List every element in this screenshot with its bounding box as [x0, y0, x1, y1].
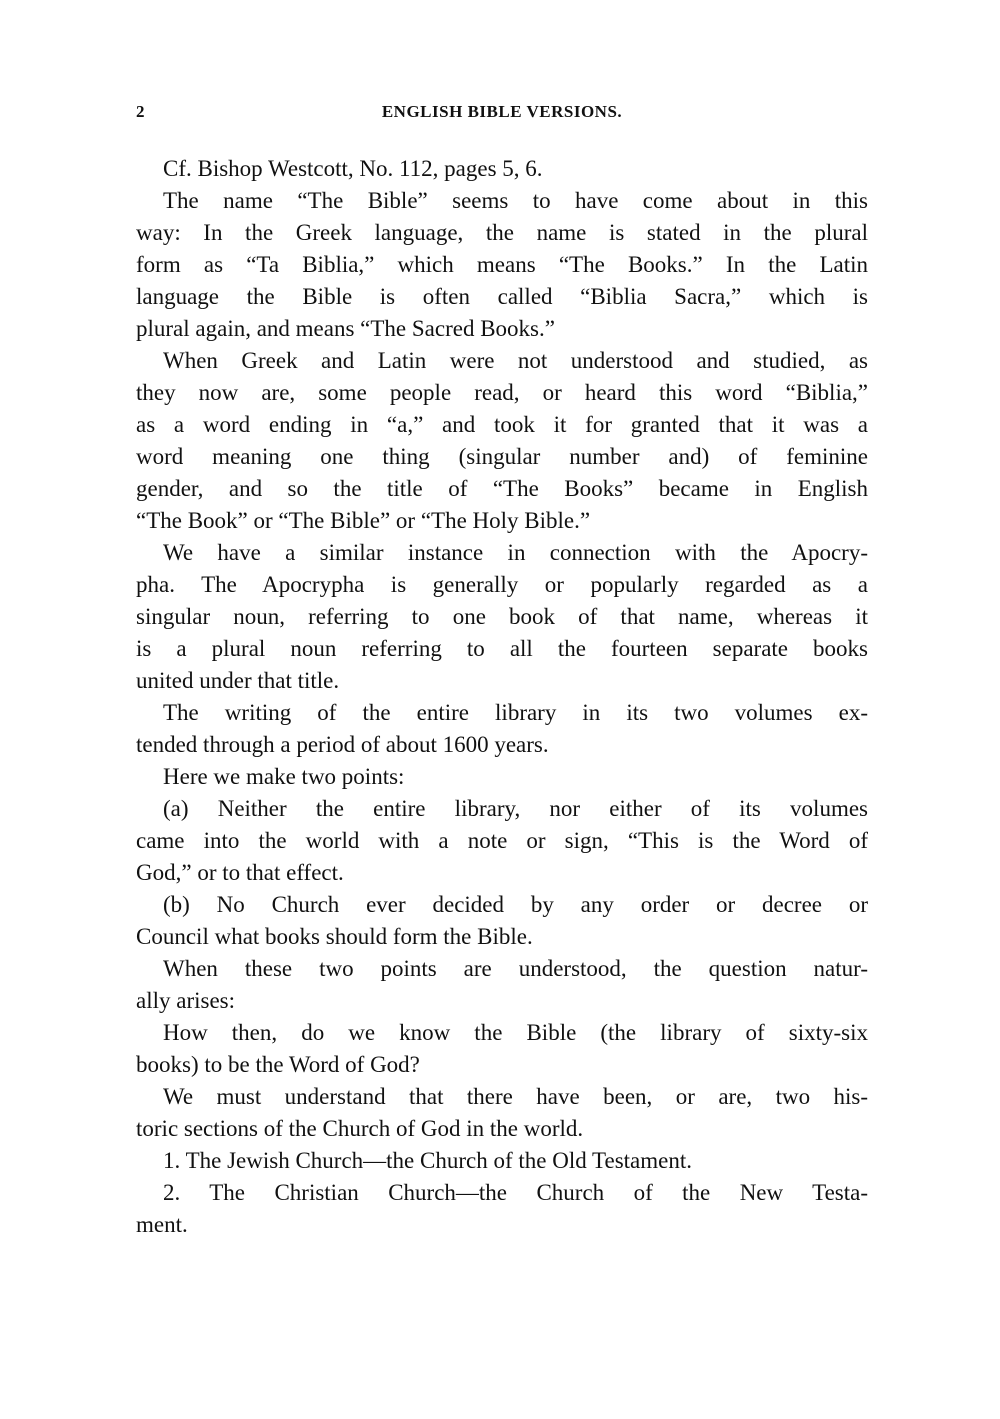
text-line: they now are, some people read, or heard this word “Biblia,” — [136, 380, 868, 405]
text-line: The name “The Bible” seems to have come about in this — [163, 188, 868, 213]
text-line: toric sections of the Church of God in the world. — [136, 1116, 584, 1141]
text-line: way: In the Greek language, the name is stated in the plural — [136, 220, 868, 245]
page-header — [136, 98, 868, 126]
paragraph — [136, 697, 868, 761]
text-line: God,” or to that effect. — [136, 860, 344, 885]
text-line: form as “Ta Biblia,” which means “The Books.” In the Latin — [136, 252, 868, 277]
running-head: ENGLISH BIBLE VERSIONS. — [381, 102, 623, 121]
paragraph — [136, 1081, 868, 1145]
text-line: word meaning one thing (singular number and) of feminine — [136, 444, 868, 469]
text-line: “The Book” or “The Bible” or “The Holy Bible.” — [136, 508, 591, 533]
text-line: ally arises: — [136, 988, 235, 1013]
text-line: 2. The Christian Church—the Church of the New Testa- — [163, 1180, 868, 1205]
paragraph — [136, 889, 868, 953]
paragraph — [136, 345, 868, 537]
text-line: came into the world with a note or sign, “This is the Word of — [136, 828, 868, 853]
paragraph — [136, 793, 868, 889]
text-line: plural again, and means “The Sacred Books.” — [136, 316, 555, 341]
text-line: ment. — [136, 1212, 188, 1237]
paragraph — [136, 1145, 868, 1177]
body-text — [136, 153, 868, 1241]
text-line: We have a similar instance in connection with the Apocry- — [163, 540, 868, 565]
text-line: When these two points are understood, the question natur- — [163, 956, 868, 981]
text-line: is a plural noun referring to all the fourteen separate books — [136, 636, 868, 661]
text-line: tended through a period of about 1600 years. — [136, 732, 549, 757]
text-line: united under that title. — [136, 668, 340, 693]
text-line: (b) No Church ever decided by any order or decree or — [163, 892, 868, 917]
text-line: 1. The Jewish Church—the Church of the Old Testament. — [163, 1148, 692, 1173]
text-line: The writing of the entire library in its two volumes ex- — [163, 700, 868, 725]
text-line: language the Bible is often called “Biblia Sacra,” which is — [136, 284, 868, 309]
text-line: gender, and so the title of “The Books” became in English — [136, 476, 868, 501]
paragraph — [136, 1177, 868, 1241]
page-number: 2 — [136, 102, 145, 121]
text-line: We must understand that there have been, or are, two his- — [163, 1084, 868, 1109]
text-line: Council what books should form the Bible. — [136, 924, 533, 949]
text-line: pha. The Apocrypha is generally or popularly regarded as a — [136, 572, 868, 597]
text-line: Cf. Bishop Westcott, No. 112, pages 5, 6. — [163, 156, 543, 181]
text-line: (a) Neither the entire library, nor either of its volumes — [163, 796, 868, 821]
paragraph — [136, 153, 868, 185]
paragraph — [136, 1017, 868, 1081]
text-line: When Greek and Latin were not understood and studied, as — [163, 348, 868, 373]
paragraph — [136, 185, 868, 345]
text-line: as a word ending in “a,” and took it for granted that it was a — [136, 412, 868, 437]
text-line: books) to be the Word of God? — [136, 1052, 420, 1077]
text-line: singular noun, referring to one book of that name, whereas it — [136, 604, 868, 629]
paragraph — [136, 537, 868, 697]
text-line: Here we make two points: — [163, 764, 405, 789]
paragraph — [136, 761, 868, 793]
paragraph — [136, 953, 868, 1017]
text-line: How then, do we know the Bible (the library of sixty-six — [163, 1020, 868, 1045]
